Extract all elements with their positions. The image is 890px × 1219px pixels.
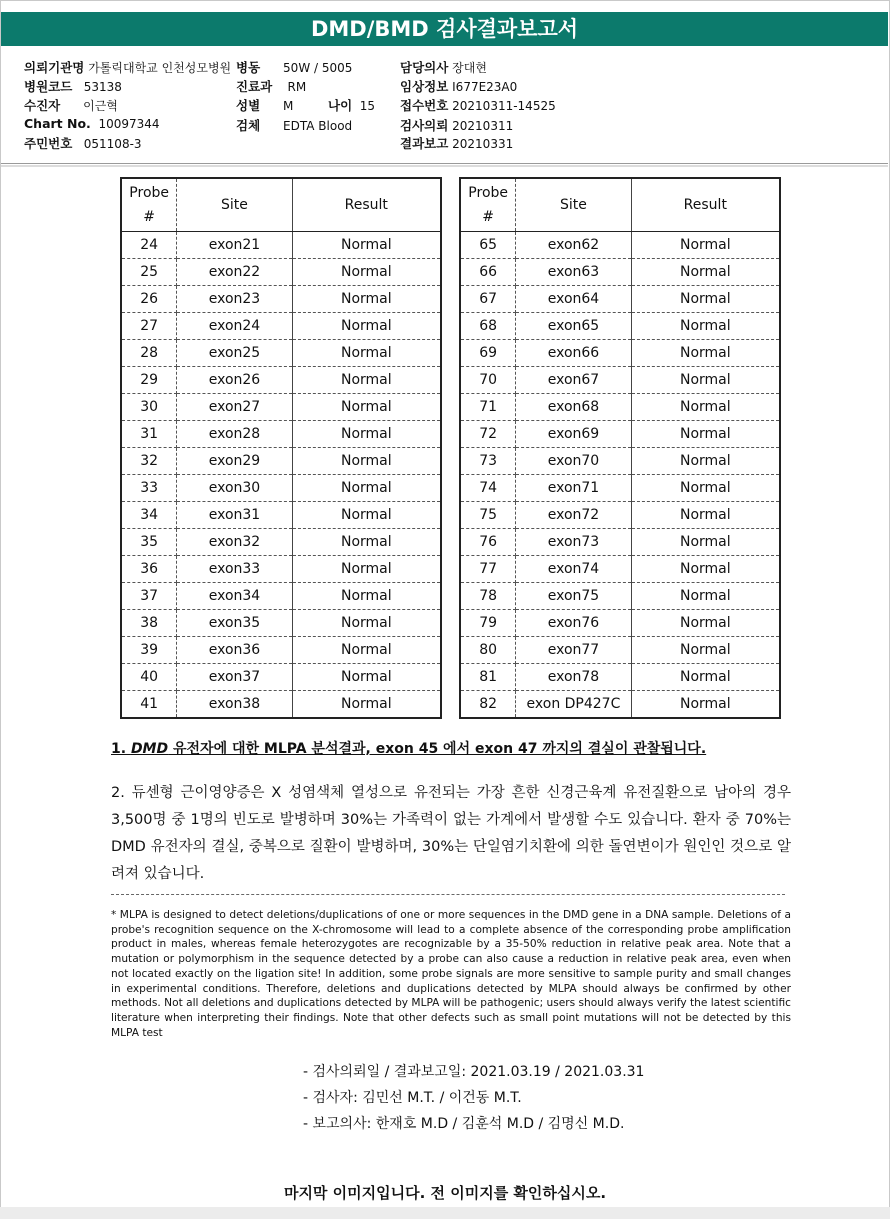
probe-number: 33 xyxy=(121,475,177,502)
site-cell: exon26 xyxy=(177,367,292,394)
table-row xyxy=(460,340,780,367)
mlpa-footnote: * MLPA is designed to detect deletions/duplications of one or more sequences in the DMD gene in a DNA sample. Deletions of a probe's recognition sequence on the X-chromosome will lead to a complete absence of the corresponding probe amplification product in males, whereas female heterozygotes are recognizable by a 35-50% reduction in relative peak area. Note that a mutation or polymorphism in the sequence detected by a probe can also cause a reduction in relative peak area, even when not located exactly on the ligation site! In addition, some probe signals are more sensitive to sample purity and small changes in experimental conditions. Therefore, deletions and duplications detected by MLPA should always be confirmed by other methods. Not all deletions and duplications detected by MLPA will be pathogenic; users should always verify the latest scientific literature when interpreting their findings. Note that other defects such as small point mutations will not be detected by this MLPA test xyxy=(111,909,791,1039)
header-site: Site xyxy=(516,178,631,232)
result-cell: Normal xyxy=(292,394,441,421)
result-cell: Normal xyxy=(292,664,441,691)
probe-table-right xyxy=(459,177,781,719)
result-cell: Normal xyxy=(292,367,441,394)
info-report-date: 결과보고 20210331 xyxy=(400,136,514,151)
site-cell: exon38 xyxy=(177,691,292,719)
table-row xyxy=(460,394,780,421)
result-cell: Normal xyxy=(292,421,441,448)
site-cell: exon29 xyxy=(177,448,292,475)
table-row xyxy=(460,421,780,448)
result-cell: Normal xyxy=(292,610,441,637)
table-row xyxy=(460,529,780,556)
site-cell: exon62 xyxy=(516,232,631,259)
result-cell: Normal xyxy=(292,340,441,367)
table-row xyxy=(460,313,780,340)
result-cell: Normal xyxy=(631,394,780,421)
site-cell: exon25 xyxy=(177,340,292,367)
table-row xyxy=(121,313,441,340)
site-cell: exon74 xyxy=(516,556,631,583)
site-cell: exon68 xyxy=(516,394,631,421)
site-cell: exon27 xyxy=(177,394,292,421)
probe-number: 68 xyxy=(460,313,516,340)
probe-number: 67 xyxy=(460,286,516,313)
site-cell: exon78 xyxy=(516,664,631,691)
table-row xyxy=(121,448,441,475)
info-hospital-code: 병원코드 53138 xyxy=(24,79,122,94)
result-cell: Normal xyxy=(292,259,441,286)
result-cell: Normal xyxy=(631,529,780,556)
probe-number: 70 xyxy=(460,367,516,394)
probe-number: 40 xyxy=(121,664,177,691)
site-cell: exon36 xyxy=(177,637,292,664)
site-cell: exon71 xyxy=(516,475,631,502)
result-cell: Normal xyxy=(292,556,441,583)
result-cell: Normal xyxy=(292,583,441,610)
site-cell: exon77 xyxy=(516,637,631,664)
site-cell: exon70 xyxy=(516,448,631,475)
info-clinical: 임상정보 I677E23A0 xyxy=(400,79,518,94)
info-doctor: 담당의사 장대현 xyxy=(400,60,487,75)
bottom-strip xyxy=(0,1207,890,1219)
probe-number: 37 xyxy=(121,583,177,610)
gene-name: DMD xyxy=(130,741,169,757)
probe-number: 26 xyxy=(121,286,177,313)
result-cell: Normal xyxy=(631,610,780,637)
result-cell: Normal xyxy=(631,232,780,259)
result-cell: Normal xyxy=(631,259,780,286)
disease-description: 2. 듀센형 근이영양증은 X 성염색체 열성으로 유전되는 가장 흔한 신경근육계 유전질환으로 남아의 경우 3,500명 중 1명의 빈도로 발병하며 30%는 가족력이 없는 가계에서 발생할 수도 있습니다. 환자 중 70%는 DMD 유전자의 결실, 중복으로 질환이 발병하며, 30%는 단일염기치환에 의한 돌연변이가 원인인 것으로 알려져 있습니다. xyxy=(111,785,791,882)
result-cell: Normal xyxy=(292,286,441,313)
site-cell: exon63 xyxy=(516,259,631,286)
site-cell: exon64 xyxy=(516,286,631,313)
info-hospital: 의뢰기관명 가톨릭대학교 인천성모병원 xyxy=(24,60,232,75)
probe-number: 38 xyxy=(121,610,177,637)
site-cell: exon21 xyxy=(177,232,292,259)
site-cell: exon69 xyxy=(516,421,631,448)
site-cell: exon76 xyxy=(516,610,631,637)
table-row xyxy=(121,475,441,502)
table-row xyxy=(460,232,780,259)
result-cell: Normal xyxy=(631,340,780,367)
table-row xyxy=(121,610,441,637)
table-row xyxy=(460,448,780,475)
site-cell: exon34 xyxy=(177,583,292,610)
probe-number: 32 xyxy=(121,448,177,475)
header-result: Result xyxy=(292,178,441,232)
probe-number: 27 xyxy=(121,313,177,340)
result-cell: Normal xyxy=(292,637,441,664)
probe-number: 72 xyxy=(460,421,516,448)
site-cell: exon35 xyxy=(177,610,292,637)
table-row xyxy=(121,394,441,421)
table-row xyxy=(460,502,780,529)
probe-number: 82 xyxy=(460,691,516,719)
probe-number: 75 xyxy=(460,502,516,529)
header-divider xyxy=(1,163,888,164)
site-cell: exon65 xyxy=(516,313,631,340)
result-cell: Normal xyxy=(631,448,780,475)
info-department: 진료과 RM xyxy=(236,79,307,94)
probe-number: 29 xyxy=(121,367,177,394)
info-patient-name: 수진자 이근혁 xyxy=(24,98,118,113)
table-row xyxy=(460,691,780,719)
probe-table-left xyxy=(120,177,442,719)
result-cell: Normal xyxy=(340,696,392,712)
probe-number: 73 xyxy=(460,448,516,475)
site-cell: exon24 xyxy=(177,313,292,340)
table-row xyxy=(121,259,441,286)
table-row xyxy=(460,583,780,610)
header-divider-shadow xyxy=(1,165,888,167)
info-resident-no: 주민번호 051108-3 xyxy=(24,136,142,151)
header-site: Site xyxy=(177,178,292,232)
last-page-notice: 마지막 이미지입니다. 전 이미지를 확인하십시오. xyxy=(283,1184,607,1202)
header-probe: Probe # xyxy=(460,178,516,232)
result-cell: Normal xyxy=(631,421,780,448)
table-row xyxy=(121,691,441,719)
info-chart-no: Chart No. 10097344 xyxy=(24,116,160,131)
table-row xyxy=(460,367,780,394)
site-cell: exon72 xyxy=(516,502,631,529)
info-sex: 성별 M xyxy=(236,98,294,113)
table-row xyxy=(460,475,780,502)
report-title: DMD/BMD 검사결과보고서 xyxy=(1,12,888,46)
summary-result: 1. DMD 유전자에 대한 MLPA 분석결과, exon 45 에서 exon 47 까지의 결실이 관찰됩니다. xyxy=(111,741,707,757)
signature-testers: - 검사자: 김민선 M.T. / 이건동 M.T. xyxy=(303,1090,522,1106)
result-cell: Normal xyxy=(292,502,441,529)
table-row xyxy=(121,583,441,610)
table-row xyxy=(121,286,441,313)
probe-number: 41 xyxy=(121,691,177,719)
site-cell: exon32 xyxy=(177,529,292,556)
site-cell: exon66 xyxy=(516,340,631,367)
probe-number: 66 xyxy=(460,259,516,286)
probe-number: 69 xyxy=(460,340,516,367)
probe-number: 81 xyxy=(460,664,516,691)
table-row xyxy=(460,664,780,691)
probe-number: 76 xyxy=(460,529,516,556)
header-probe: Probe # xyxy=(121,178,177,232)
result-cell: Normal xyxy=(292,475,441,502)
probe-number: 24 xyxy=(121,232,177,259)
probe-number: 77 xyxy=(460,556,516,583)
probe-number: 65 xyxy=(460,232,516,259)
site-cell: exon30 xyxy=(177,475,292,502)
signature-dates: - 검사의뢰일 / 결과보고일: 2021.03.19 / 2021.03.31 xyxy=(303,1064,645,1080)
table-row xyxy=(121,529,441,556)
site-cell: exon31 xyxy=(177,502,292,529)
probe-number: 78 xyxy=(460,583,516,610)
probe-number: 28 xyxy=(121,340,177,367)
probe-number: 25 xyxy=(121,259,177,286)
site-cell: exon22 xyxy=(177,259,292,286)
table-row xyxy=(121,340,441,367)
site-cell: exon DP427C xyxy=(516,691,631,719)
table-row xyxy=(460,259,780,286)
result-cell: Normal xyxy=(631,502,780,529)
table-row xyxy=(121,637,441,664)
result-cell: Normal xyxy=(631,556,780,583)
info-age: 나이 15 xyxy=(328,98,376,113)
site-cell: exon23 xyxy=(177,286,292,313)
result-cell: Normal xyxy=(292,448,441,475)
site-cell: exon67 xyxy=(516,367,631,394)
info-receipt-no: 접수번호 20210311-14525 xyxy=(400,98,556,113)
table-row xyxy=(460,637,780,664)
result-cell: Normal xyxy=(292,313,441,340)
probe-number: 39 xyxy=(121,637,177,664)
result-cell: Normal xyxy=(631,367,780,394)
site-cell: exon73 xyxy=(516,529,631,556)
info-specimen: 검체 EDTA Blood xyxy=(236,118,353,133)
probe-number: 71 xyxy=(460,394,516,421)
probe-number: 31 xyxy=(121,421,177,448)
table-row xyxy=(121,556,441,583)
probe-number: 80 xyxy=(460,637,516,664)
probe-number: 35 xyxy=(121,529,177,556)
result-cell: Normal xyxy=(292,232,441,259)
site-cell: exon28 xyxy=(177,421,292,448)
probe-number: 74 xyxy=(460,475,516,502)
probe-number: 34 xyxy=(121,502,177,529)
table-row xyxy=(121,502,441,529)
result-cell: Normal xyxy=(631,313,780,340)
probe-number: 79 xyxy=(460,610,516,637)
site-cell: exon75 xyxy=(516,583,631,610)
result-cell: Normal xyxy=(631,475,780,502)
result-cell: Normal xyxy=(631,664,780,691)
table-row xyxy=(121,421,441,448)
table-row xyxy=(121,367,441,394)
site-cell: exon37 xyxy=(177,664,292,691)
result-cell: Normal xyxy=(679,696,731,712)
info-ward: 병동 50W / 5005 xyxy=(236,60,353,75)
table-row xyxy=(121,664,441,691)
table-row xyxy=(121,232,441,259)
result-cell: Normal xyxy=(292,529,441,556)
result-cell: Normal xyxy=(631,286,780,313)
section-divider xyxy=(111,894,785,895)
table-row xyxy=(460,286,780,313)
info-request-date: 검사의뢰 20210311 xyxy=(400,118,514,133)
probe-number: 36 xyxy=(121,556,177,583)
result-cell: Normal xyxy=(631,583,780,610)
probe-number: 30 xyxy=(121,394,177,421)
table-row xyxy=(460,610,780,637)
header-result: Result xyxy=(631,178,780,232)
result-cell: Normal xyxy=(631,637,780,664)
signature-doctors: - 보고의사: 한재호 M.D / 김훈석 M.D / 김명신 M.D. xyxy=(303,1116,625,1132)
table-row xyxy=(460,556,780,583)
site-cell: exon33 xyxy=(177,556,292,583)
